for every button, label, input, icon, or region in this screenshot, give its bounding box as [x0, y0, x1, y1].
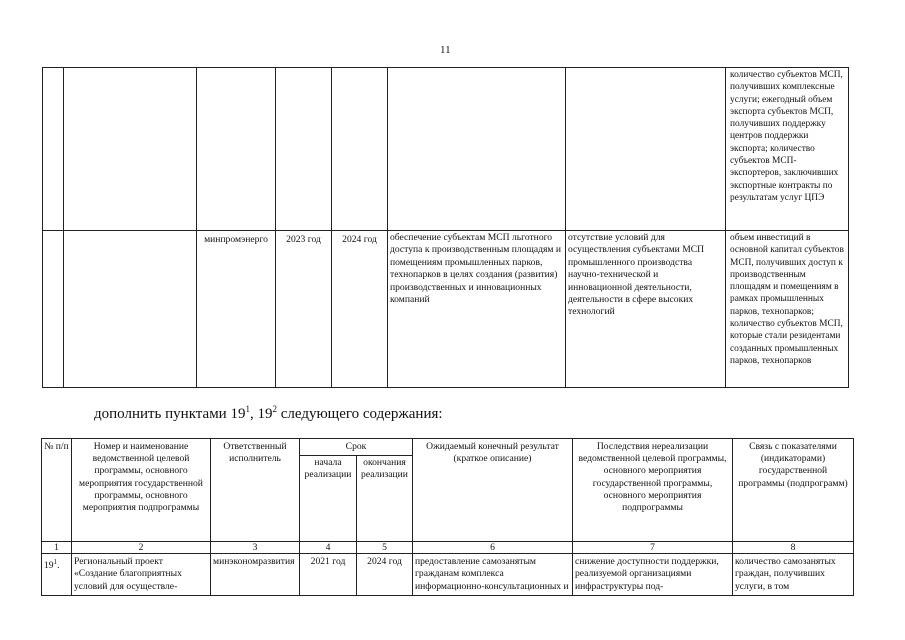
- header-term-start: начала реализации: [300, 456, 357, 542]
- table-row: [43, 231, 849, 388]
- end-year-cell: 2024 год: [332, 231, 388, 388]
- table-cell: [43, 231, 64, 388]
- header-row: [42, 439, 854, 456]
- table-row: [43, 68, 849, 231]
- consequences-cell: снижение доступности поддержки, реализуемой организациями инфраструктуры под-: [573, 554, 733, 596]
- result-cell: обеспечение субъектам МСП льготного доступа к производственным площадям и помещениям промышленных парков, технопарков в целях создания (развития) производственных и инновационных компаний: [388, 231, 566, 388]
- header-consequences: Последствия нереализации ведомственной целевой программы, основного мероприятия государственной программы, основного мероприятия подпрограммы: [573, 439, 733, 542]
- header-term-end: окончания реализации: [357, 456, 413, 542]
- header-indicators: Связь с показателями (индикаторами) государственной программы (подпрограмм): [733, 439, 854, 542]
- header-term: Срок: [300, 439, 413, 456]
- column-number: 7: [573, 542, 733, 554]
- table-cell: [388, 68, 566, 231]
- row-number-cell: $19^1$.: [42, 554, 72, 596]
- column-number: 4: [300, 542, 357, 554]
- instruction-text: дополнить пунктами $19^1$, $19^2$ следующего содержания:: [94, 404, 443, 422]
- indicators-cell: объем инвестиций в основной капитал субъектов МСП, получивших доступ к производственным площадям и помещениям в рамках промышленных парков, технопарков; количество субъектов МСП, которые стали резидентами созданных промышленных парков, технопарков: [726, 231, 849, 388]
- column-number-row: [42, 542, 854, 554]
- header-result: Ожидаемый конечный результат (краткое описание): [413, 439, 573, 542]
- start-year-cell: 2021 год: [300, 554, 357, 596]
- table-cell: [197, 68, 276, 231]
- new-items-table: [41, 438, 854, 596]
- table-cell: [276, 68, 332, 231]
- table-cell: [64, 68, 197, 231]
- executor-cell: минпромэнерго: [197, 231, 276, 388]
- column-number: 8: [733, 542, 854, 554]
- executor-cell: минэкономразвития: [211, 554, 300, 596]
- header-num: № п/п: [42, 439, 72, 542]
- continuation-table: [42, 67, 849, 388]
- consequences-cell: отсутствие условий для осуществления субъектами МСП промышленного производства научно-технической и инновационной деятельности, деятельности в сфере высоких технологий: [566, 231, 726, 388]
- program-name-cell: Региональный проект «Создание благоприятных условий для осуществле-: [72, 554, 211, 596]
- column-number: 3: [211, 542, 300, 554]
- indicators-cell: количество субъектов МСП, получивших комплексные услуги; ежегодный объем экспорта субъектов МСП, получивших поддержку центров поддержки экспорта; количество субъектов МСП-экспортеров, заключивших экспортные контракты по результатам услуг ЦПЭ: [726, 68, 849, 231]
- start-year-cell: 2023 год: [276, 231, 332, 388]
- column-number: 6: [413, 542, 573, 554]
- end-year-cell: 2024 год: [357, 554, 413, 596]
- header-executor: Ответственный исполнитель: [211, 439, 300, 542]
- header-name: Номер и наименование ведомственной целевой программы, основного мероприятия государственной программы, основного мероприятия подпрограммы: [72, 439, 211, 542]
- indicators-cell: количество самозанятых граждан, получивших услуги, в том: [733, 554, 854, 596]
- table-row: [42, 554, 854, 596]
- column-number: 2: [72, 542, 211, 554]
- column-number: 5: [357, 542, 413, 554]
- table-cell: [64, 231, 197, 388]
- result-cell: предоставление самозанятым гражданам комплекса информационно-консультационных и: [413, 554, 573, 596]
- table-cell: [43, 68, 64, 231]
- table-cell: [332, 68, 388, 231]
- table-cell: [566, 68, 726, 231]
- page-number: 11: [440, 44, 451, 56]
- column-number: 1: [42, 542, 72, 554]
